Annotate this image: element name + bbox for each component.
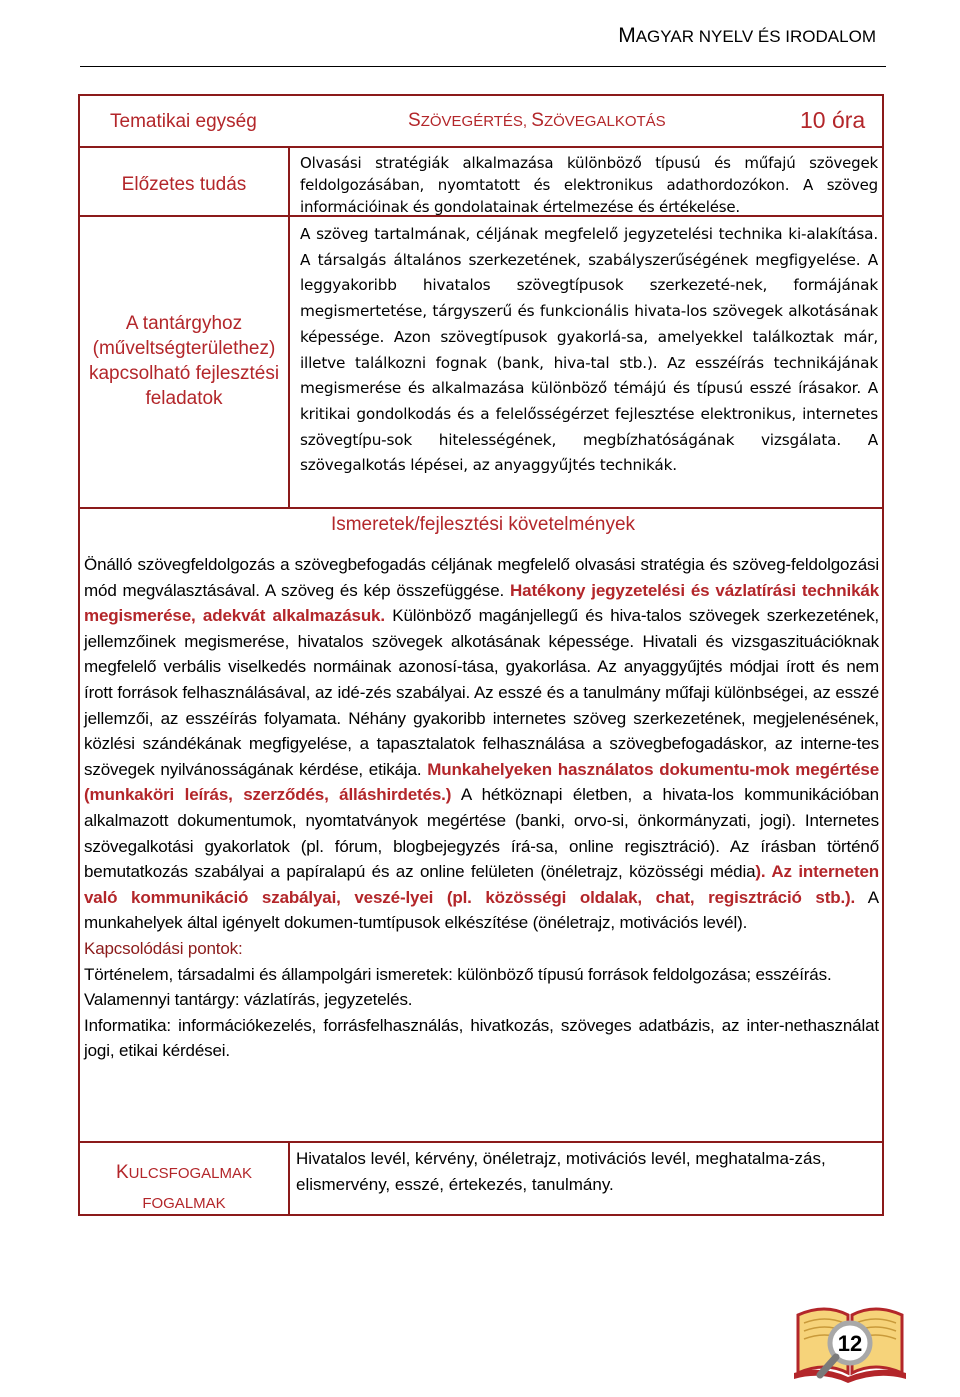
page-number: 12 — [837, 1331, 863, 1356]
connection-item: Történelem, társadalmi és állampolgári ismeretek: különböző típusú források feldolgozása; esszéírás. — [84, 964, 832, 984]
knowledge-body: Önálló szövegfeldolgozás a szövegbefogadás céljának megfelelő olvasási stratégia és szöveg-feldolgozási mód megválasztásával. A szöveg és kép összefüggése. Hatékony jegyzetelési és vázlatírási technikák megismerése, adekvát alkalmazásuk. Különböző magánjellegű és hiva-talos szövegek szerkezetének, jellemzőinek megismerése, hivatalos szövegek alkotásának képessége. Hivatali és vizsgaszituációknak megfelelő verbális viselkedés normáinak azonosí-tása, gyakorlása. Az anyaggyűjtés módjai írott és nem írott források felhasználásával, az idé-zés szabályai. Az esszé és a tanulmány műfaji különbségei, az esszé jellemzői, az esszéírás folyamata. Néhány gyakoribb internetes szöveg szerkezetének, megjelenésének, közlési szándékának megfigyelése, a tapasztalatok felhasználása a szövegbefogadáskor, az interne-tes szövegek nyilvánosságának kérdése, etikája. Munkahelyeken használatos dokumentu-mok megértése (munkaköri leírás, szerződés, álláshirdetés.) A hétköznapi életben, a hivata-los kommunikációban alkalmazott dokumentumok, nyomtatványok megértése (banki, orvo-si, önkormányzati, jogi). Internetes szövegalkotási gyakorlatok (pl. fórum, blogbejegyzés írá-sa, online regisztráció). Az írásban történő bemutatkozás szabályai a papíralapú és az online felületen (önéletrajz, közösségi média). Az interneten való kommunikáció szabályai, veszé-lyei (pl. közösségi oldalak, chat, regisztráció stb.). A munkahelyek által igényelt dokumen-tumtípusok elkészítése (önéletrajz, motivációs levél). Kapcsolódási pontok: Történelem, társadalmi és állampolgári ismeretek: különböző típusú források feldolgozása; esszéírás. Valamennyi tantárgy: vázlatírás, jegyzetelés. Informatika: információkezelés, forrásfelhasználás, hivatkozás, szöveges adatbázis, az inter-nethasználat jogi, etikai kérdései. — [84, 552, 879, 1064]
row-divider — [78, 507, 884, 509]
subject-title: MAGYAR NYELV ÉS IRODALOM — [618, 24, 876, 47]
column-divider — [288, 147, 290, 507]
connections-title: Kapcsolódási pontok: — [84, 938, 243, 958]
header-divider — [80, 66, 886, 67]
development-tasks-label: A tantárgyhoz (műveltségterülethez) kapcsolható fejlesztési feladatok — [88, 313, 280, 409]
keywords-label: KULCSFOGALMAK FOGALMAK — [115, 1162, 253, 1212]
keywords-column-divider — [288, 1141, 290, 1216]
prior-knowledge-label: Előzetes tudás — [121, 174, 247, 195]
development-tasks-text: A szöveg tartalmának, céljának megfelelő jegyzetelési technika ki-alakítása. A társalgás általános szerkezetének, szabályszerűségének megfigyelése. A leggyakoribb hivatalos szövegtípusok szerkezeté-nek, formájának megismertetése, tárgyszerű és funkcionális hivata-los szövegek alkotásának képessége. Azon szövegtípusok gyakorlá-sa, amelyekkel találkoztak már, illetve találkozni fognak (bank, hiva-tal stb.). Az esszéírás technikájának megismerése és alkalmazása különböző témájú és típusú esszé írásakor. A kritikai gondolkodás és a felelősségérzet fejlesztése elektronikus, internetes szövegtípu-sok hitelességének, megbízhatóságának vizsgálata. A szövegalkotás lépései, az anyaggyűjtés technikák. — [300, 225, 878, 475]
knowledge-title: Ismeretek/fejlesztési követelmények — [330, 514, 636, 535]
unit-hours: 10 óra — [800, 107, 866, 133]
connection-item: Informatika: információkezelés, forrásfelhasználás, hivatkozás, szöveges adatbázis, az inter-nethasználat jogi, etikai kérdései. — [84, 1015, 879, 1061]
keywords-text: Hivatalos levél, kérvény, önéletrajz, motivációs levél, meghatalma-zás, elismervény, esszé, értekezés, tanulmány. — [296, 1149, 826, 1194]
unit-label: Tematikai egység — [110, 111, 257, 132]
connection-item: Valamennyi tantárgy: vázlatírás, jegyzetelés. — [84, 990, 413, 1010]
prior-knowledge-text: Olvasási stratégiák alkalmazása különböző típusú és műfajú szövegek feldolgozásában, nyomtatott és elektronikus adathordozókon. A szöveg információinak és gondolatainak értelmezése és értékelése. — [300, 154, 878, 216]
keywords-divider — [78, 1141, 884, 1143]
unit-title: SZÖVEGÉRTÉS, SZÖVEGALKOTÁS — [408, 110, 666, 131]
open-book-icon — [790, 1285, 910, 1385]
